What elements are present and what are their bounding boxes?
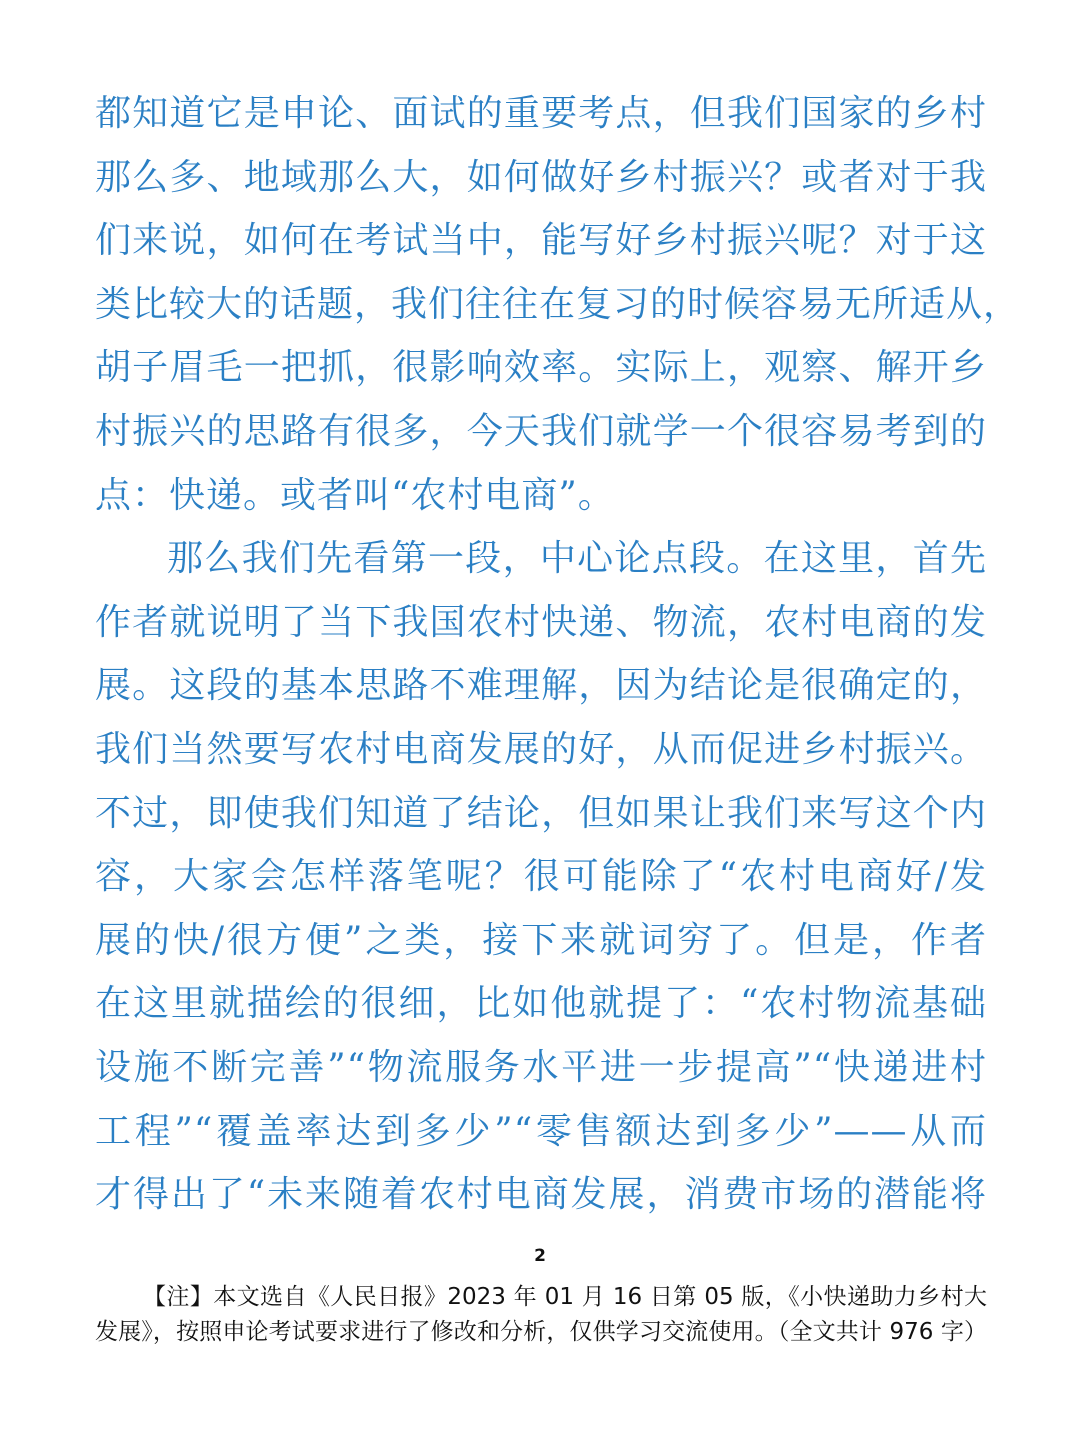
article-line: 设施不断完善”“物流服务水平进一步提高”“快递进村 [95,1046,987,1088]
article-line: 不过，即使我们知道了结论，但如果让我们来写这个内 [95,792,987,834]
article-line: 胡子眉毛一把抓，很影响效率。实际上，观察、解开乡 [95,347,987,389]
footnote-line: 【注】本文选自《人民日报》2023 年 01 月 16 日第 05 版，《小快递助力乡村大 [143,1284,987,1310]
article-line: 才得出了“未来随着农村电商发展，消费市场的潜能将 [95,1174,987,1216]
article-line: 作者就说明了当下我国农村快递、物流，农村电商的发 [95,601,987,643]
article-body [95,82,1021,1227]
article-line: 我们当然要写农村电商发展的好，从而促进乡村振兴。 [95,728,987,770]
article-line: 那么我们先看第一段，中心论点段。在这里，首先 [167,538,987,580]
footnote [95,1280,987,1350]
footnote-line: 发展》，按照申论考试要求进行了修改和分析，仅供学习交流使用。（全文共计 976 字） [95,1319,987,1345]
article-line: 都知道它是申论、面试的重要考点，但我们国家的乡村 [95,93,987,134]
article-line: 展的快/很方便”之类，接下来就词穷了。但是，作者 [95,919,987,961]
article-line: 那么多、地域那么大，如何做好乡村振兴？或者对于我 [95,156,987,198]
article-line: 工程”“覆盖率达到多少”“零售额达到多少”——从而 [95,1110,987,1152]
article-line: 类比较大的话题，我们往往在复习的时候容易无所适从， [95,283,1021,325]
article-line: 展。这段的基本思路不难理解，因为结论是很确定的， [95,665,987,707]
article-line: 点：快递。或者叫“农村电商”。 [95,474,615,516]
article-line: 容，大家会怎样落笔呢？很可能除了“农村电商好/发 [95,856,987,898]
article-line: 村振兴的思路有很多，今天我们就学一个很容易考到的 [95,410,987,452]
article-line: 在这里就描绘的很细，比如他就提了：“农村物流基础 [95,983,987,1025]
page-number: 2 [534,1246,546,1266]
article-line: 们来说，如何在考试当中，能写好乡村振兴呢？对于这 [95,220,987,262]
